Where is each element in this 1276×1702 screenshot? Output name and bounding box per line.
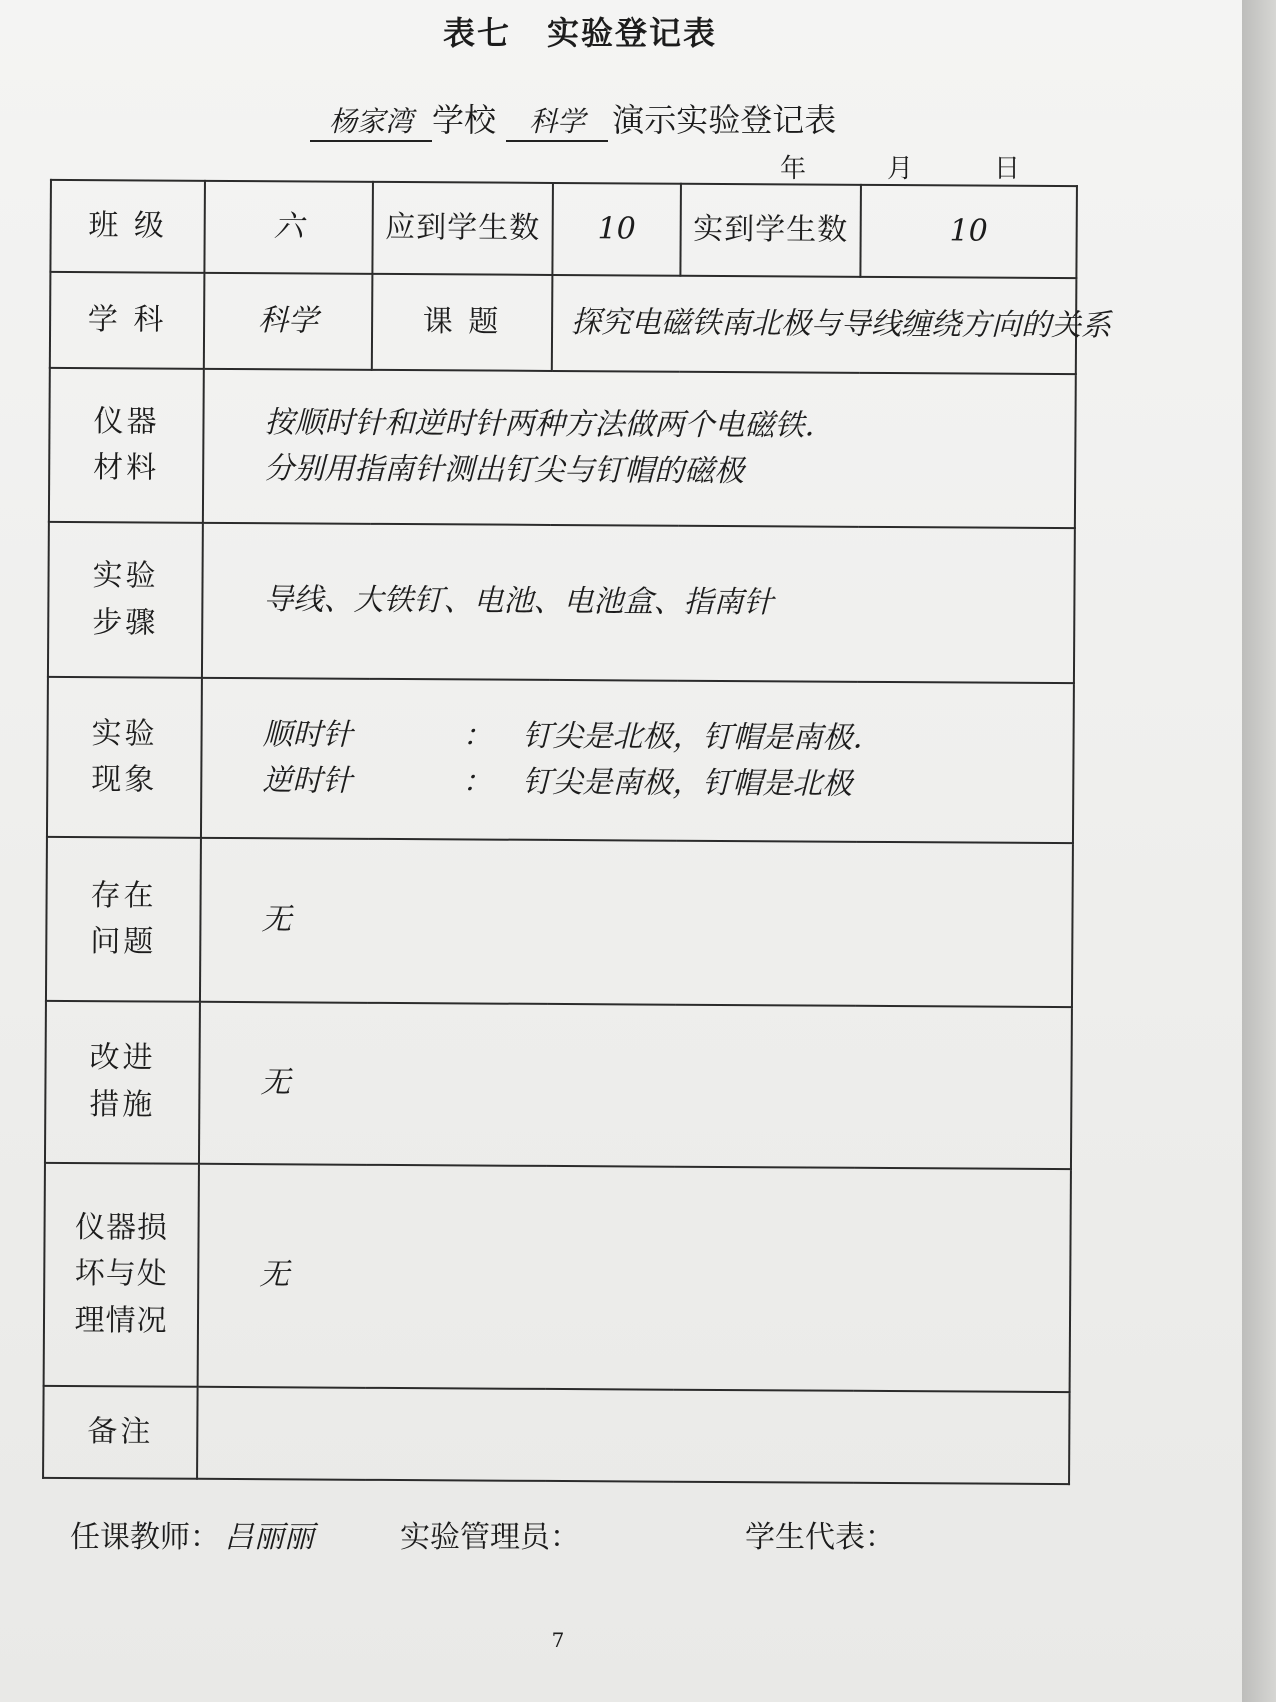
table-row [48, 522, 1075, 684]
damage-value: 无 [198, 1163, 1071, 1391]
expected-students-label: 应到学生数 [372, 182, 553, 275]
background-edge [1242, 0, 1276, 1702]
teacher-label: 任课教师： [70, 1520, 220, 1555]
sheet-title-number: 表七 [442, 14, 511, 52]
teacher-signature-block [70, 1512, 400, 1556]
admin-label: 实验管理员： [400, 1520, 580, 1555]
phenomenon-line: 顺时针 ： 钉尖是北极，钉帽是南极． [262, 717, 883, 756]
table-row [46, 837, 1073, 1007]
school-name-field: 杨家湾 [310, 100, 432, 142]
actual-students-value: 10 [860, 185, 1077, 278]
problems-value: 无 [200, 838, 1073, 1007]
damage-label: 仪器损 坏与处 理情况 [44, 1163, 199, 1387]
subject-value: 科学 [204, 273, 373, 370]
phenomenon-label: 实验 现象 [47, 677, 202, 838]
sheet-title [0, 8, 1160, 54]
table-row [49, 368, 1076, 528]
teacher-signature: 吕丽丽 [224, 1520, 314, 1555]
signature-footer [70, 1512, 970, 1556]
topic-value: 探究电磁铁南北极与导线缠绕方向的关系 [552, 275, 1077, 374]
page-number: 7 [551, 1628, 565, 1652]
table-row [44, 1163, 1071, 1392]
form-title-suffix: 演示实验登记表 [612, 101, 837, 139]
topic-label: 课 题 [372, 274, 553, 371]
class-label: 班 级 [50, 180, 205, 273]
expected-students-value: 10 [552, 183, 681, 276]
school-label: 学校 [432, 101, 497, 139]
steps-value: 导线、大铁钉、电池、电池盒、指南针 [202, 523, 1075, 684]
phenomenon-line: 逆时针 ： 钉尖是南极，钉帽是北极 [262, 763, 853, 803]
remarks-value [197, 1387, 1070, 1484]
equipment-label: 仪器 材料 [49, 368, 204, 522]
date-row [780, 148, 1020, 185]
improvements-label: 改进 措施 [45, 1001, 200, 1164]
subject-label: 学 科 [50, 272, 205, 369]
steps-label: 实验 步骤 [48, 522, 203, 679]
month-label: 月 [886, 154, 913, 184]
table-row [47, 677, 1074, 843]
table-row [43, 1386, 1070, 1484]
sheet-title-text: 实验登记表 [547, 14, 718, 52]
remarks-label: 备注 [43, 1386, 198, 1479]
year-label: 年 [780, 154, 807, 184]
table-row [50, 272, 1077, 374]
improvements-value: 无 [199, 1002, 1072, 1169]
actual-students-label: 实到学生数 [680, 184, 861, 277]
registration-table [42, 179, 1112, 1485]
day-label: 日 [993, 154, 1020, 184]
table-row [45, 1001, 1072, 1169]
problems-label: 存在 问题 [46, 837, 201, 1002]
class-value: 六 [204, 181, 373, 274]
subject-name-field: 科学 [506, 100, 608, 142]
form-title [310, 95, 836, 142]
phenomenon-value [201, 678, 1074, 843]
table-row [50, 180, 1077, 278]
equipment-value: 按顺时针和逆时针两种方法做两个电磁铁． 分别用指南针测出钉尖与钉帽的磁极 [203, 369, 1076, 528]
student-rep-label: 学生代表： [745, 1520, 895, 1555]
